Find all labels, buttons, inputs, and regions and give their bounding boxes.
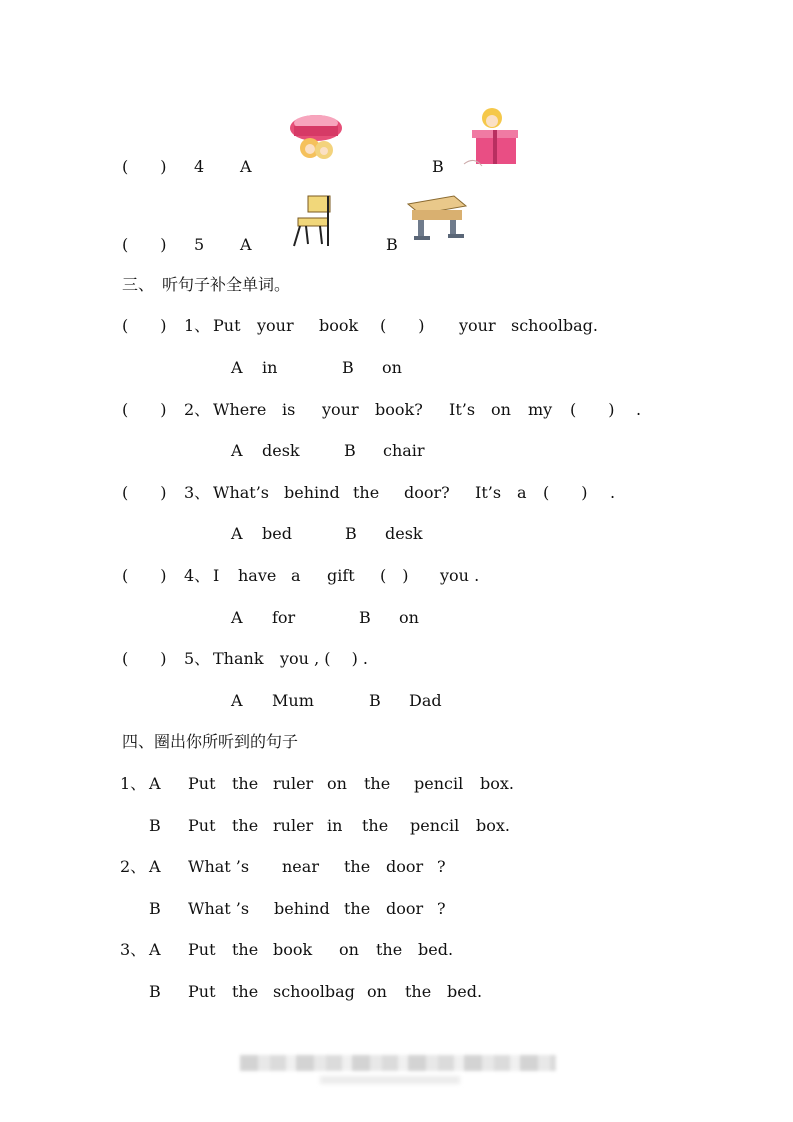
sentence-word: What ’s — [188, 899, 250, 918]
blank-paren[interactable]: ( ) — [543, 483, 588, 502]
option-b-label: B — [342, 358, 354, 377]
choice-b-label[interactable]: B — [149, 899, 161, 918]
sentence-word: . — [636, 400, 642, 419]
sentence-word: the — [232, 816, 259, 835]
sentence-word: door — [386, 899, 424, 918]
sentence-word: Thank — [213, 649, 264, 668]
choice-b-label[interactable]: B — [149, 816, 161, 835]
desk-icon — [404, 192, 468, 246]
option-a-label: A — [231, 358, 243, 377]
sentence-word: on — [339, 940, 359, 959]
sentence-word: the — [364, 774, 391, 793]
sentence-word: the — [362, 816, 389, 835]
sentence-word: your — [459, 316, 496, 335]
option-a-text: bed — [262, 524, 292, 543]
sentence-word: bed. — [447, 982, 483, 1001]
option-a-label: A — [231, 441, 243, 460]
sentence-word: ruler — [273, 774, 314, 793]
sentence-word: bed. — [418, 940, 454, 959]
option-b-label: B — [432, 157, 444, 176]
answer-paren[interactable]: ( ) — [122, 400, 167, 419]
sentence-word: my — [528, 400, 553, 419]
sentence-word: you . — [440, 566, 480, 585]
sentence-word: the — [232, 982, 259, 1001]
option-b-label: B — [359, 608, 371, 627]
blank-paren[interactable]: ( ) — [380, 316, 425, 335]
sentence-word: schoolbag. — [511, 316, 598, 335]
option-b-label: B — [386, 235, 398, 254]
sentence-word: near — [282, 857, 319, 876]
sentence-word: ? — [437, 899, 446, 918]
choice-a-label[interactable]: A — [149, 857, 161, 876]
choice-a-label[interactable]: A — [149, 940, 161, 959]
sentence-word: It’s — [475, 483, 502, 502]
sentence-word: book — [319, 316, 359, 335]
option-a-text: for — [272, 608, 296, 627]
answer-paren[interactable]: ( ) — [122, 649, 167, 668]
sentence-word: have — [238, 566, 277, 585]
sentence-word: schoolbag — [273, 982, 355, 1001]
sentence-word: Put — [213, 316, 241, 335]
cake-gift-icon — [288, 108, 348, 166]
sentence-word: you , ( ) . — [280, 649, 368, 668]
group-number: 1、 — [120, 774, 147, 793]
sentence-word: behind — [284, 483, 340, 502]
sentence-word: is — [282, 400, 296, 419]
option-a-label: A — [231, 608, 243, 627]
blank-paren[interactable]: ( ) — [380, 566, 409, 585]
sentence-word: Put — [188, 816, 216, 835]
sentence-word: door — [386, 857, 424, 876]
sentence-word: the — [376, 940, 403, 959]
part4-heading: 四、圈出你所听到的句子 — [122, 732, 299, 751]
question-number: 4、 — [184, 566, 211, 585]
group-number: 3、 — [120, 940, 147, 959]
option-b-text: on — [399, 608, 419, 627]
sentence-word: What’s — [213, 483, 270, 502]
question-number: 4 — [194, 157, 205, 176]
option-b-text: Dad — [409, 691, 442, 710]
option-a-label: A — [231, 524, 243, 543]
sentence-word: Put — [188, 774, 216, 793]
sentence-word: pencil — [410, 816, 460, 835]
choice-a-label[interactable]: A — [149, 774, 161, 793]
chair-icon — [290, 194, 338, 248]
sentence-word: the — [353, 483, 380, 502]
sentence-word: Put — [188, 982, 216, 1001]
sentence-word: in — [327, 816, 343, 835]
group-number: 2、 — [120, 857, 147, 876]
option-a-label: A — [240, 157, 252, 176]
question-number: 2、 — [184, 400, 211, 419]
sentence-word: pencil — [414, 774, 464, 793]
option-a-text: Mum — [272, 691, 314, 710]
choice-b-label[interactable]: B — [149, 982, 161, 1001]
answer-paren[interactable]: ( ) — [122, 316, 167, 335]
sentence-word: gift — [327, 566, 355, 585]
option-a-text: desk — [262, 441, 300, 460]
answer-paren[interactable]: ( ) — [122, 235, 167, 254]
sentence-word: the — [232, 940, 259, 959]
option-b-text: chair — [383, 441, 425, 460]
question-number: 3、 — [184, 483, 211, 502]
sentence-word: a — [517, 483, 527, 502]
answer-paren[interactable]: ( ) — [122, 157, 167, 176]
blurred-footer — [240, 1055, 556, 1071]
sentence-word: the — [344, 899, 371, 918]
sentence-word: the — [344, 857, 371, 876]
sentence-word: ruler — [273, 816, 314, 835]
question-number: 1、 — [184, 316, 211, 335]
sentence-word: the — [232, 774, 259, 793]
girl-gift-box-icon — [462, 104, 522, 170]
part3-heading: 三、 听句子补全单词。 — [122, 275, 291, 294]
sentence-word: on — [367, 982, 387, 1001]
sentence-word: a — [291, 566, 301, 585]
question-number: 5、 — [184, 649, 211, 668]
sentence-word: . — [610, 483, 616, 502]
answer-paren[interactable]: ( ) — [122, 566, 167, 585]
sentence-word: It’s — [449, 400, 476, 419]
option-b-text: on — [382, 358, 402, 377]
sentence-word: on — [491, 400, 511, 419]
sentence-word: behind — [274, 899, 330, 918]
sentence-word: Where — [213, 400, 267, 419]
sentence-word: the — [405, 982, 432, 1001]
sentence-word: box. — [476, 816, 510, 835]
sentence-word: Put — [188, 940, 216, 959]
sentence-word: What ’s — [188, 857, 250, 876]
sentence-word: door? — [404, 483, 450, 502]
question-number: 5 — [194, 235, 205, 254]
option-a-label: A — [240, 235, 252, 254]
sentence-word: ? — [437, 857, 446, 876]
answer-paren[interactable]: ( ) — [122, 483, 167, 502]
sentence-word: box. — [480, 774, 514, 793]
blank-paren[interactable]: ( ) — [570, 400, 615, 419]
sentence-word: book? — [375, 400, 423, 419]
sentence-word: your — [257, 316, 294, 335]
blurred-footer-line — [320, 1076, 460, 1084]
option-b-label: B — [345, 524, 357, 543]
option-a-label: A — [231, 691, 243, 710]
sentence-word: book — [273, 940, 313, 959]
sentence-word: I — [213, 566, 220, 585]
option-b-label: B — [369, 691, 381, 710]
option-b-label: B — [344, 441, 356, 460]
sentence-word: your — [322, 400, 359, 419]
option-b-text: desk — [385, 524, 423, 543]
option-a-text: in — [262, 358, 278, 377]
sentence-word: on — [327, 774, 347, 793]
